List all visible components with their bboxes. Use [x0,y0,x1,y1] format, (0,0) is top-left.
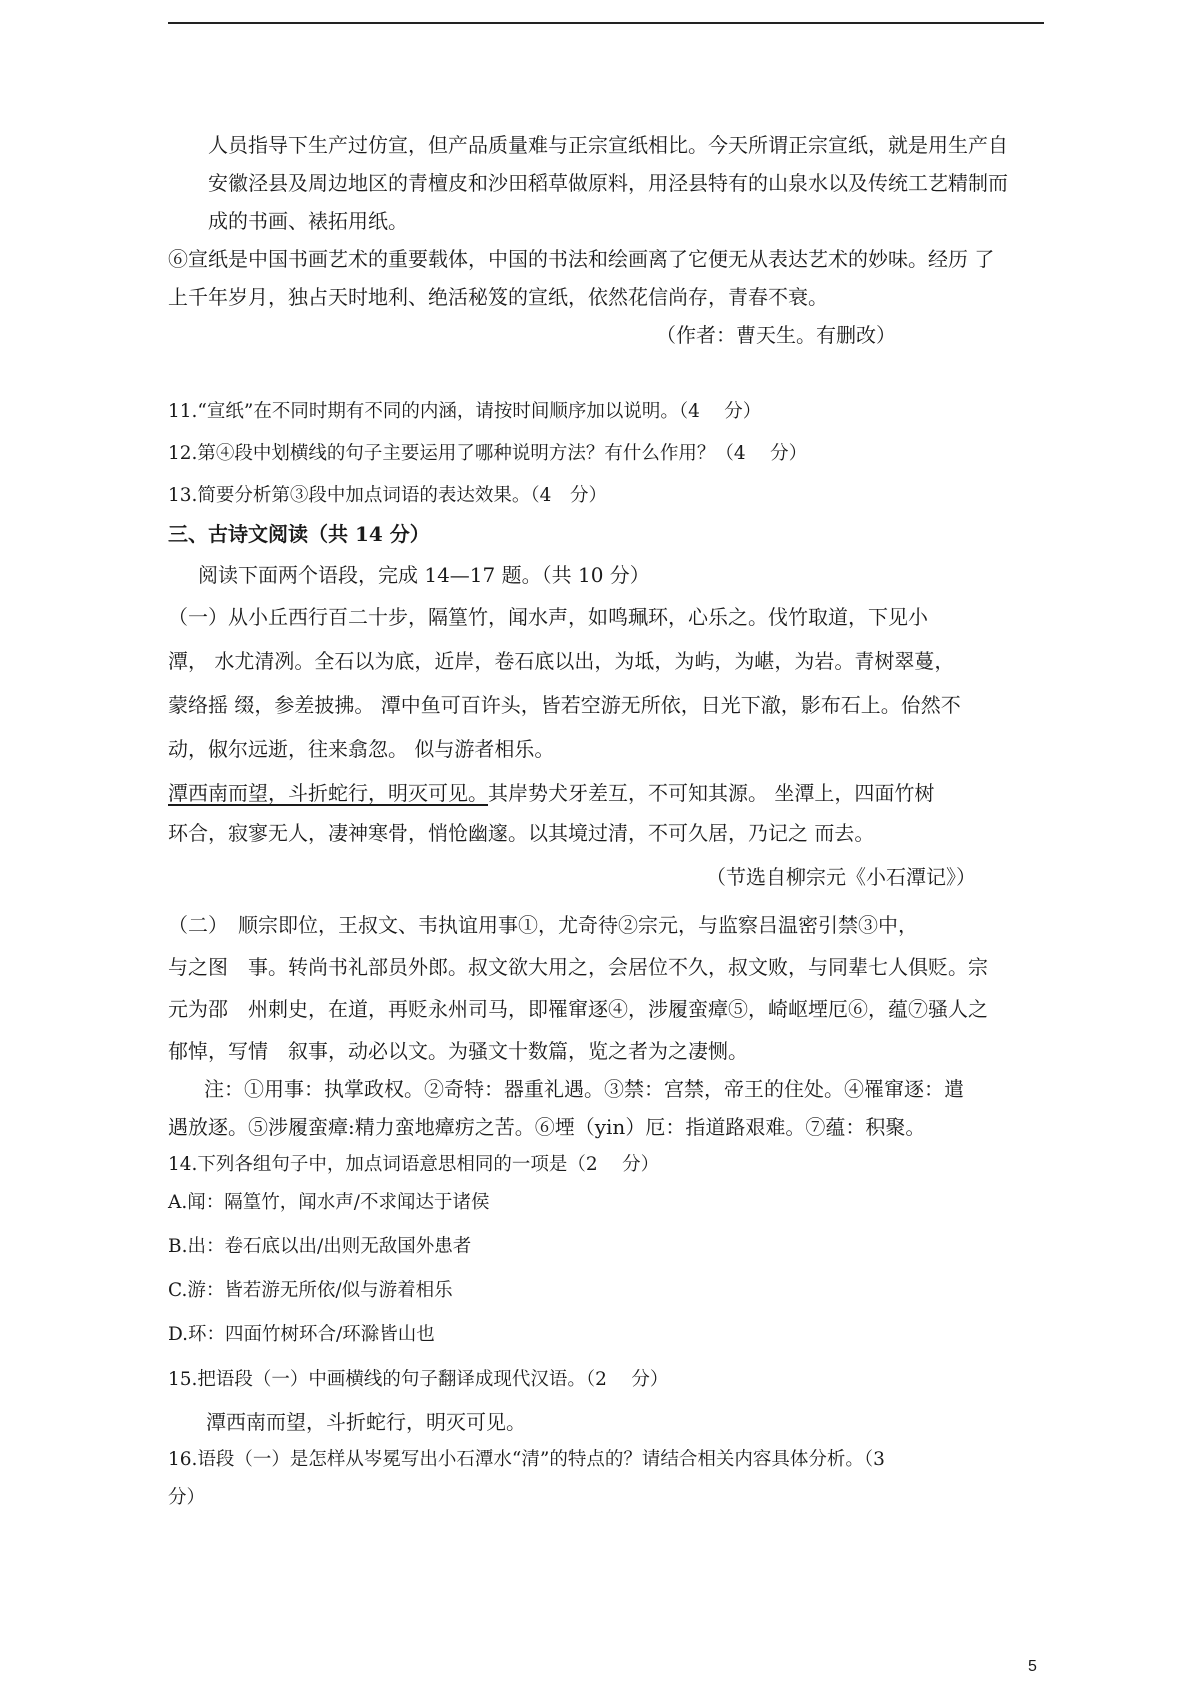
option-d: D.环：四面竹树环合/环滁皆山也 [168,1324,435,1345]
passage-line: 成的书画、裱拓用纸。 [208,209,408,233]
section-intro: 阅读下面两个语段，完成 14—17 题。（共 10 分） [198,563,650,587]
text1-line: （一）从小丘西行百二十步，隔篁竹，闻水声，如鸣珮环，心乐之。伐竹取道，下见小 [168,605,928,629]
option-b: B.出：卷石底以出/出则无敌国外患者 [168,1236,472,1257]
question-13: 13.简要分析第③段中加点词语的表达效果。（4 分） [168,485,607,506]
option-a: A.闻：隔篁竹，闻水声/不求闻达于诸侯 [168,1192,490,1213]
underlined-sentence: 潭西南而望，斗折蛇行，明灭可见。 [168,781,488,805]
text2-note: 遇放逐。⑤涉履蛮瘴:精力蛮地瘴疠之苦。⑥堙（yin）厄：指道路艰难。⑦蕴：积聚。 [168,1115,926,1139]
text1-source: （节选自柳宗元《小石潭记》） [706,865,976,889]
text1-line: 潭， 水尤清冽。全石以为底，近岸，卷石底以出，为坻，为屿，为嵁，为岩。青树翠蔓， [168,649,955,673]
text1-line: 环合，寂寥无人，凄神寒骨，悄怆幽邃。以其境过清，不可久居，乃记之 而去。 [168,821,875,845]
section-heading: 三、古诗文阅读（共 14 分） [168,522,430,546]
passage-line: 人员指导下生产过仿宣，但产品质量难与正宗宣纸相比。今天所谓正宗宣纸，就是用生产自 [208,133,1008,157]
text2-line: （二） 顺宗即位，王叔文、韦执谊用事①，尤奇待②宗元，与监察吕温密引禁③中， [168,913,918,937]
text1-line-5-rest: 其岸势犬牙差互，不可知其源。 坐潭上，四面竹树 [488,781,935,805]
question-16: 16.语段（一）是怎样从岑冕写出小石潭水“清”的特点的？请结合相关内容具体分析。（3 [168,1449,885,1470]
question-15-sentence: 潭西南而望，斗折蛇行，明灭可见。 [206,1410,526,1434]
passage-line: 安徽泾县及周边地区的青檀皮和沙田稻草做原料，用泾县特有的山泉水以及传统工艺精制而 [208,171,1008,195]
author-credit: （作者：曹天生。有删改） [656,323,896,347]
text2-line: 与之图 事。转尚书礼部员外郎。叔文欲大用之，会居位不久，叔文败，与同辈七人俱贬。宗 [168,955,988,979]
text2-line: 元为邵 州刺史，在道，再贬永州司马，即罹窜逐④，涉履蛮瘴⑤，崎岖堙厄⑥，蕴⑦骚人之 [168,997,988,1021]
question-11: 11.“宣纸”在不同时期有不同的内涵，请按时间顺序加以说明。（4 分） [168,401,762,422]
passage-line: ⑥宣纸是中国书画艺术的重要载体，中国的书法和绘画离了它便无从表达艺术的妙味。经历 了 [168,247,995,271]
option-c: C.游：皆若游无所依/似与游着相乐 [168,1280,453,1301]
passage-line: 上千年岁月，独占天时地利、绝活秘笈的宣纸，依然花信尚存，青春不衰。 [168,285,828,309]
question-16-cont: 分） [168,1487,206,1508]
question-14: 14.下列各组句子中，加点词语意思相同的一项是（2 分） [168,1154,660,1175]
question-12: 12.第④段中划横线的句子主要运用了哪种说明方法？有什么作用？（4 分） [168,443,808,464]
page-number: 5 [1028,1658,1037,1675]
text1-line: 动，俶尔远逝，往来翕忽。 似与游者相乐。 [168,737,555,761]
text1-line: 蒙络摇 缀，参差披拂。 潭中鱼可百许头，皆若空游无所依，日光下澈，影布石上。佁然不 [168,693,961,717]
text2-note: 注：①用事：执掌政权。②奇特：器重礼遇。③禁：宫禁，帝王的住处。④罹窜逐：遣 [204,1077,964,1101]
text2-line: 郁悼，写情 叙事，动必以文。为骚文十数篇，览之者为之凄恻。 [168,1039,748,1063]
header-rule [168,22,1044,24]
question-15: 15.把语段（一）中画横线的句子翻译成现代汉语。（2 分） [168,1369,669,1390]
text1-line-5 [168,779,934,807]
